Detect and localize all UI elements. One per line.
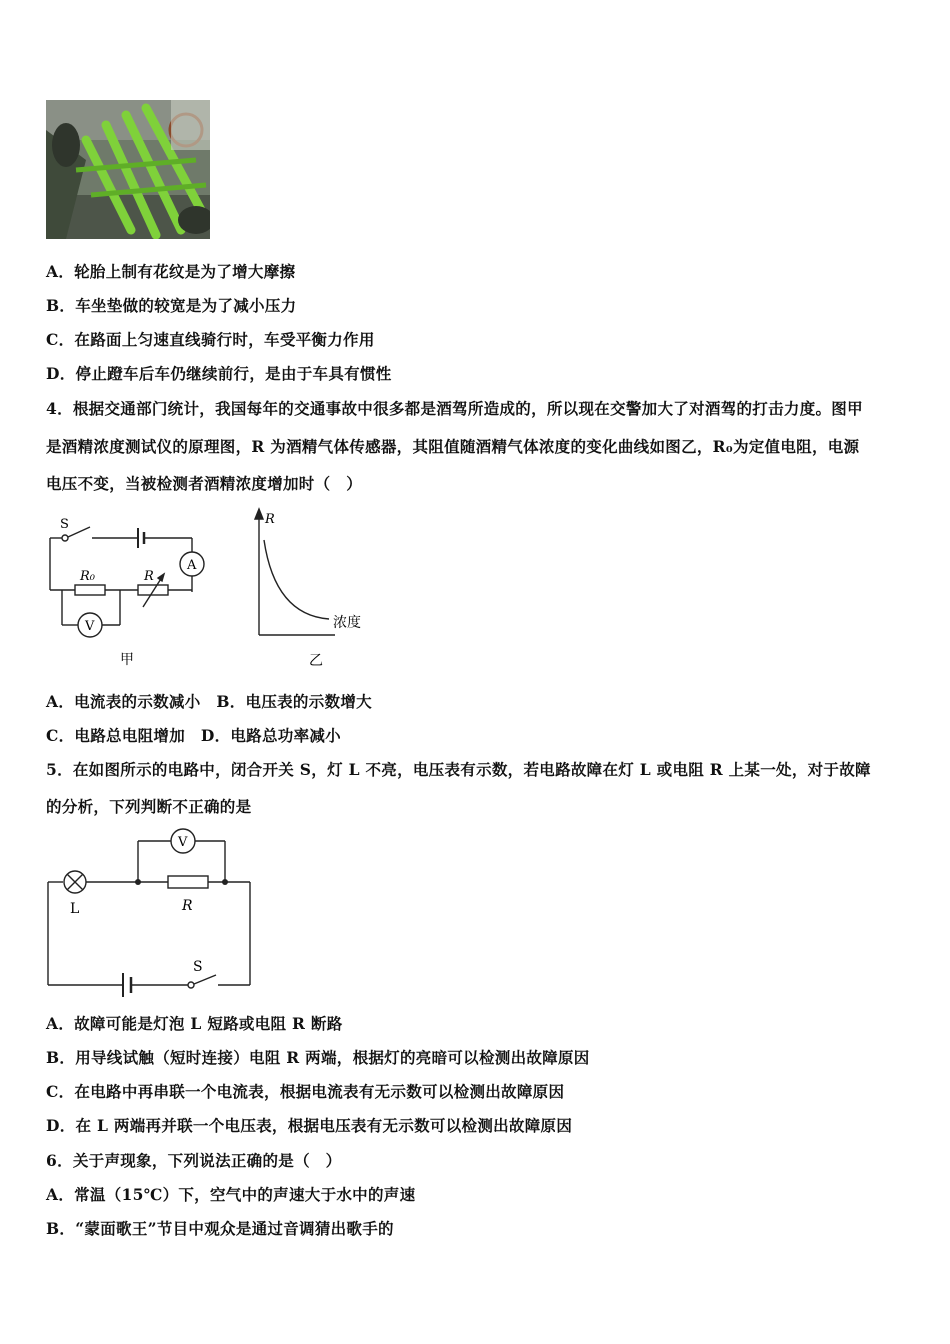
q5-voltmeter-label: V	[178, 835, 188, 850]
q4-stem-line-3: 电压不变，当被检测者酒精浓度增加时（ ）	[46, 474, 363, 493]
q3-option-b: B．车坐垫做的较宽是为了减小压力	[46, 296, 297, 315]
q5-option-a: A．故障可能是灯泡 L 短路或电阻 R 断路	[46, 1014, 343, 1033]
q4-options-ab: A．电流表的示数减小 B．电压表的示数增大	[46, 692, 372, 711]
y-axis-label: R	[265, 512, 275, 527]
resistor-label: R	[182, 898, 193, 914]
fig-jia-caption: 甲	[120, 652, 134, 668]
fig-yi-caption: 乙	[309, 653, 323, 669]
q3-option-a: A．轮胎上制有花纹是为了增大摩擦	[46, 262, 296, 281]
q6-stem: 6．关于声现象，下列说法正确的是（ ）	[46, 1151, 342, 1170]
q5-circuit-diagram	[40, 825, 260, 1000]
r0-label: R₀	[80, 569, 95, 584]
q4-stem-line-2: 是酒精浓度测试仪的原理图，R 为酒精气体传感器，其阻值随酒精气体浓度的变化曲线如图乙，R₀为定值电阻，电源	[46, 437, 860, 456]
q4-circuit-diagram	[40, 510, 220, 675]
q5-option-d: D．在 L 两端再并联一个电压表，根据电压表有无示数可以检测出故障原因	[46, 1116, 573, 1135]
voltmeter-label: V	[85, 619, 95, 634]
q5-option-b: B．用导线试触（短时连接）电阻 R 两端，根据灯的亮暗可以检测出故障原因	[46, 1048, 590, 1067]
q5-option-c: C．在电路中再串联一个电流表，根据电流表有无示数可以检测出故障原因	[46, 1082, 565, 1101]
q3-option-d: D．停止蹬车后车仍继续前行，是由于车具有惯性	[46, 364, 392, 383]
bicycle-photo	[46, 100, 210, 239]
ammeter-label: A	[187, 558, 197, 573]
q4-resistance-curve	[245, 505, 385, 675]
q5-stem-line-1: 5．在如图所示的电路中，闭合开关 S，灯 L 不亮，电压表有示数，若电路故障在灯 L 或电阻 R 上某一处，对于故障	[46, 760, 871, 779]
q6-option-a: A．常温（15℃）下，空气中的声速大于水中的声速	[46, 1185, 416, 1204]
q5-switch-label: S	[193, 959, 203, 975]
q4-stem-line-1: 4．根据交通部门统计，我国每年的交通事故中很多都是酒驾所造成的，所以现在交警加大了对酒驾的打击力度。图甲	[46, 399, 863, 418]
q4-options-cd: C．电路总电阻增加 D．电路总功率减小	[46, 726, 341, 745]
q6-option-b: B．“蒙面歌王”节目中观众是通过音调猜出歌手的	[46, 1219, 394, 1238]
x-axis-label: 浓度	[333, 615, 361, 631]
switch-label: S	[60, 517, 69, 532]
q3-option-c: C．在路面上匀速直线骑行时，车受平衡力作用	[46, 330, 375, 349]
lamp-label: L	[70, 901, 80, 917]
r-label: R	[144, 569, 154, 584]
q5-stem-line-2: 的分析，下列判断不正确的是	[46, 797, 252, 816]
